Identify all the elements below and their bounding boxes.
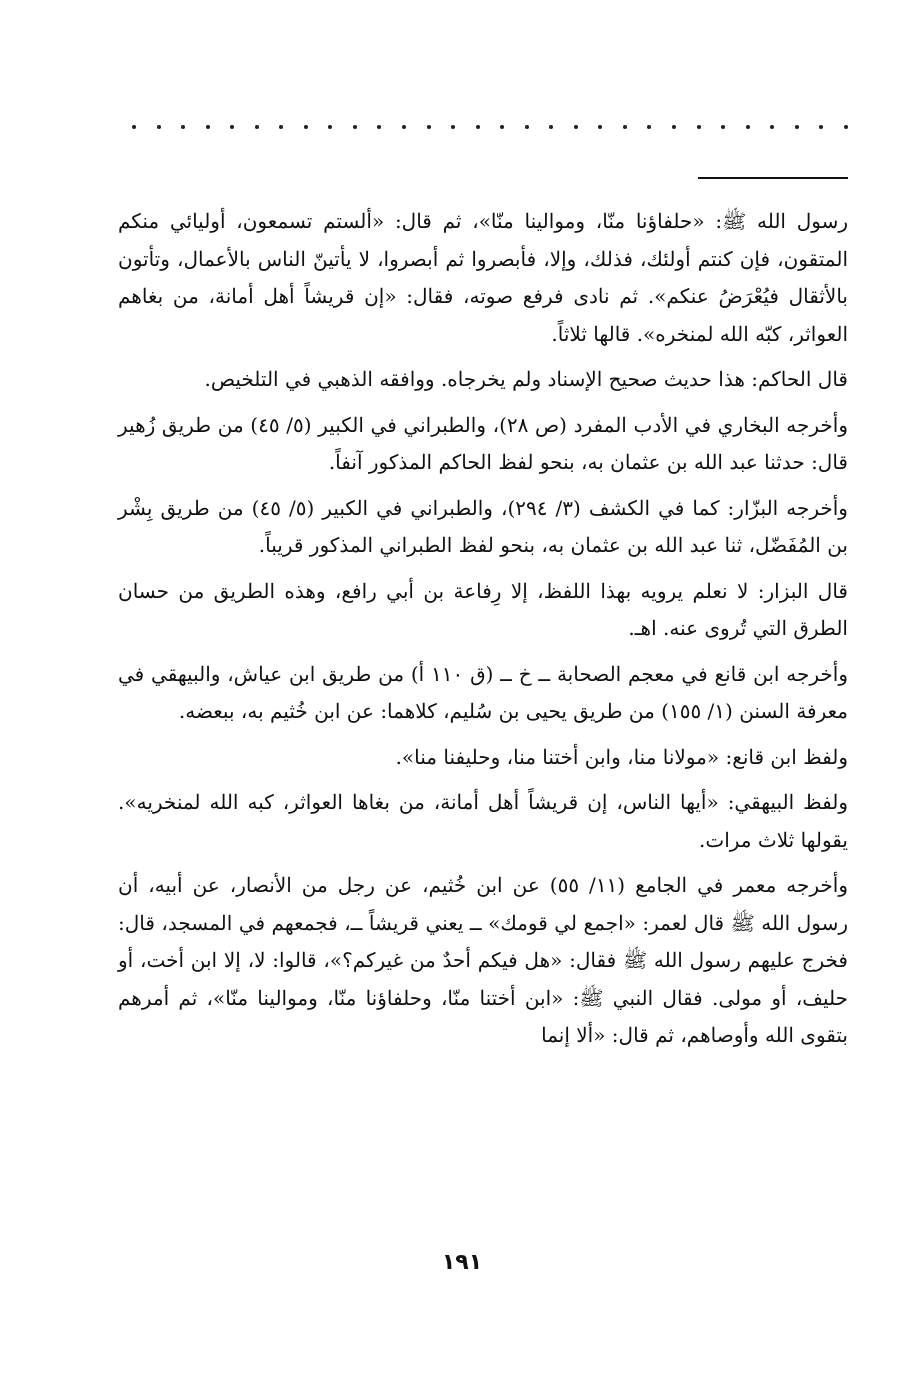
paragraph-8: ولفظ البيهقي: «أيها الناس، إن قريشاً أهل أمانة، من بغاها العواثر، كبه الله لمنخريه». يقولها ثلاث مرات. [118,790,848,852]
separator-dot [279,125,283,129]
separator-dot [549,125,553,129]
paragraph-1: رسول الله ﷺ: «حلفاؤنا منّا، وموالينا منّا»، ثم قال: «ألستم تسمعون، أوليائي منكم المتقون، فإن كنتم أولئك، فذلك، وإلا، فأبصروا ثم أبصروا، لا يأتينّ الناس بالأعمال، وتأتون بالأثقال فيُعْرَضُ عنكم». ثم نادى فرفع صوته، فقال: «إن قريشاً أهل أمانة، من بغاهم العواثر، كبّه الله لمنخره». قالها ثلاثاً. [118,209,848,346]
separator-dot [451,125,455,129]
paragraph-3: وأخرجه البخاري في الأدب المفرد (ص ٢٨)، والطبراني في الكبير (٥/ ٤٥) من طريق زُهير قال: حدثنا عبد الله بن عثمان به، بنحو لفظ الحاكم المذكور آنفاً. [118,412,848,474]
separator-dot [672,125,676,129]
body-text [118,203,848,1063]
paragraph-7: ولفظ ابن قانع: «مولانا منا، وابن أختنا منا، وحليفنا منا». [395,744,848,769]
separator-dot [206,125,210,129]
separator-dot [255,125,259,129]
separator-dot [402,125,406,129]
separator-dot [647,125,651,129]
separator-dot [304,125,308,129]
separator-dot [230,125,234,129]
separator-dot [746,125,750,129]
separator-dot [721,125,725,129]
separator-dot [574,125,578,129]
separator-dot [623,125,627,129]
paragraph-4: وأخرجه البزّار: كما في الكشف (٣/ ٢٩٤)، والطبراني في الكبير (٥/ ٤٥) من طريق بِشْر بن المُفَضّل، ثنا عبد الله بن عثمان به، بنحو لفظ الطبراني المذكور قريباً. [118,495,848,557]
separator-dot [819,125,823,129]
separator-dot [770,125,774,129]
footnote-rule [698,177,848,179]
separator-dot [181,125,185,129]
separator-dot [844,125,848,129]
separator-dot [697,125,701,129]
separator-dot [795,125,799,129]
separator-dot [500,125,504,129]
separator-dot [427,125,431,129]
paragraph-2: قال الحاكم: هذا حديث صحيح الإسناد ولم يخرجاه. ووافقه الذهبي في التلخيص. [204,367,848,391]
separator-dot [353,125,357,129]
paragraph-6: وأخرجه ابن قانع في معجم الصحابة ــ خ ــ (ق ١١٠ أ) من طريق ابن عياش، والبيهقي في معرفة السنن (١/ ١٥٥) من طريق يحيى بن سُليم، كلاهما: عن ابن خُثيم به، ببعضه. [118,661,848,723]
paragraph-5: قال البزار: لا نعلم يرويه بهذا اللفظ، إلا رِفاعة بن أبي رافع، وهذه الطريق من حسان الطرق التي تُروى عنه. اهـ. [118,578,848,640]
separator-dot [525,125,529,129]
separator-dot [377,125,381,129]
separator-dot [132,125,136,129]
separator-dot [598,125,602,129]
separator-dot [476,125,480,129]
dotted-separator [132,120,848,134]
paragraph-9: وأخرجه معمر في الجامع (١١/ ٥٥) عن ابن خُثيم، عن رجل من الأنصار، عن أبيه، أن رسول الله ﷺ قال لعمر: «اجمع لي قومك» ــ يعني قريشاً ــ، فجمعهم في المسجد، قال: فخرج عليهم رسول الله ﷺ فقال: «هل فيكم أحدٌ من غيركم؟»، قالوا: لا، إلا ابن أخت، أو حليف، أو مولى. فقال النبي ﷺ: «ابن أختنا منّا، وحلفاؤنا منّا، وموالينا منّا»، ثم أمرهم بتقوى الله وأوصاهم، ثم قال: «ألا إنما [118,873,848,1047]
separator-dot [328,125,332,129]
page-number: ١٩١ [441,1250,483,1275]
separator-dot [157,125,161,129]
